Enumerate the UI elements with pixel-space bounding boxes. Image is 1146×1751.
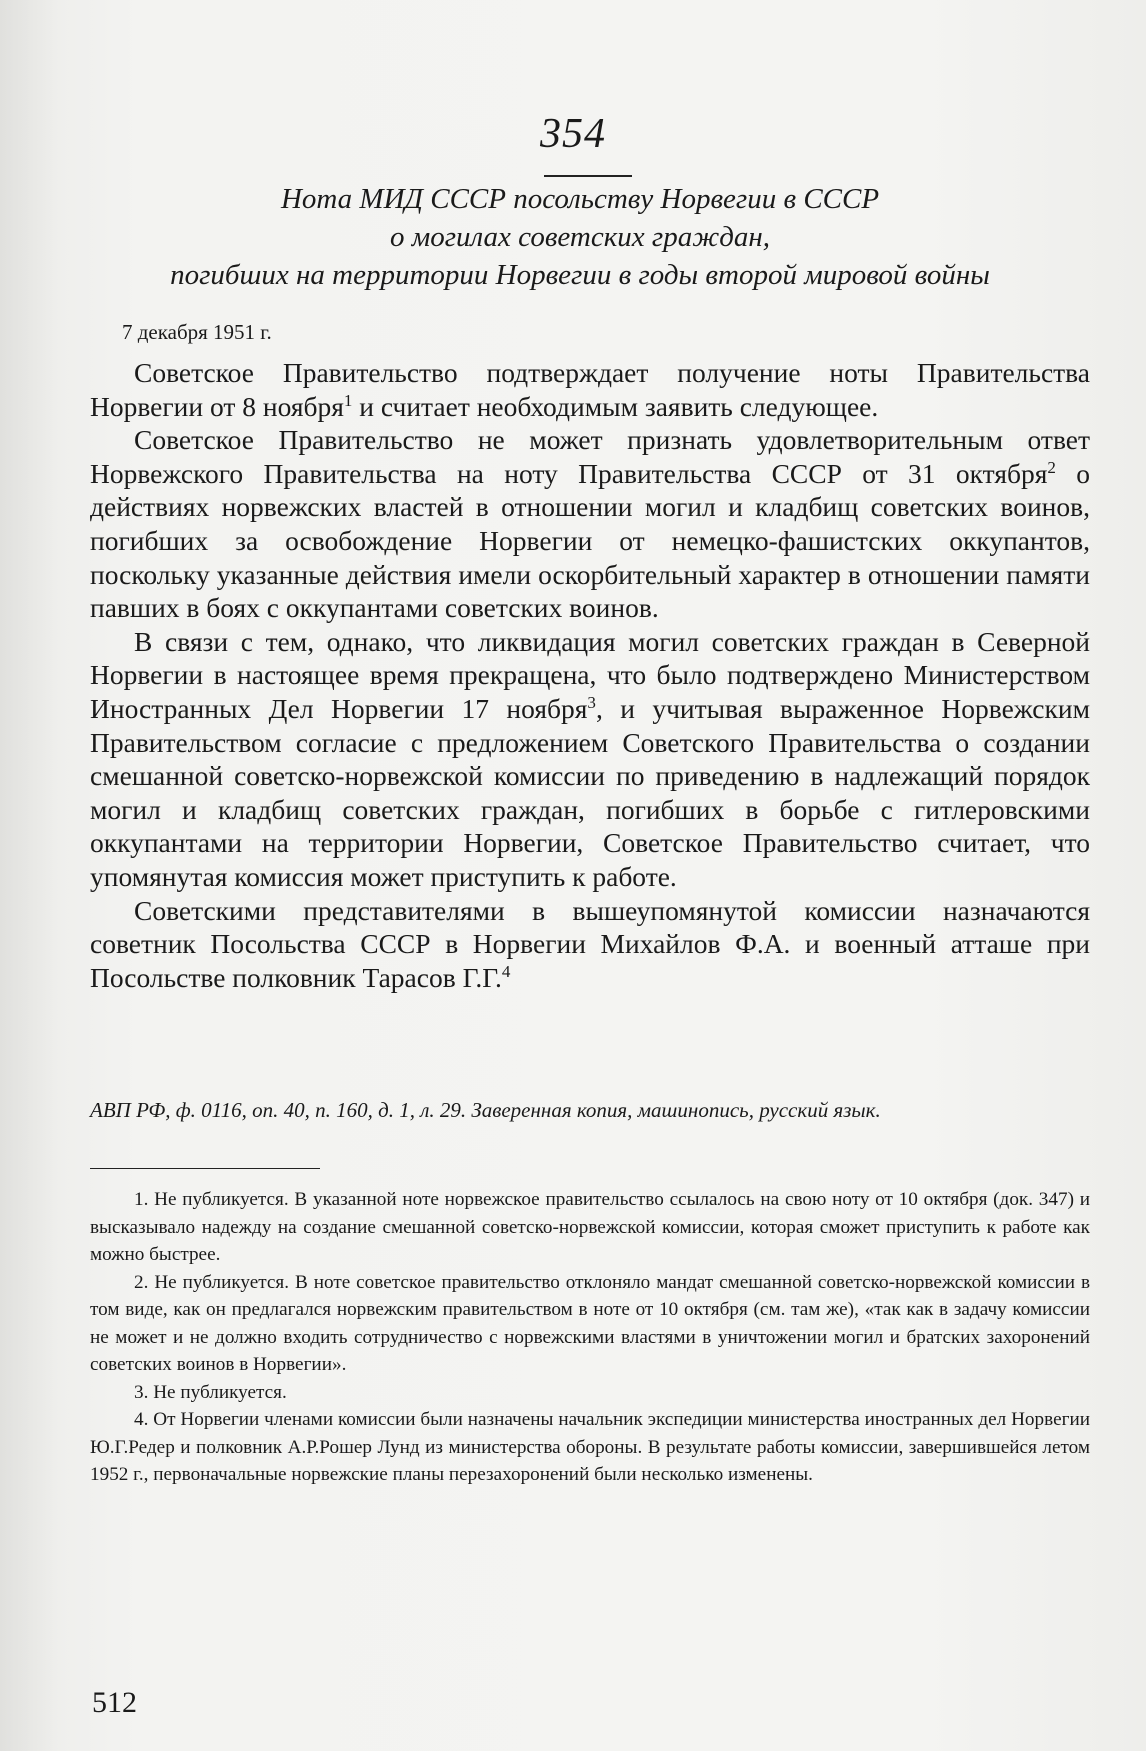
footnote-ref-4: 4: [501, 961, 511, 981]
document-number-underline: [544, 175, 632, 177]
archive-reference: АВП РФ, ф. 0116, оп. 40, п. 160, д. 1, л. 29. Заверенная копия, машинопись, русский язык.: [90, 1098, 881, 1122]
title-line-3: погибших на территории Норвегии в годы второй мировой войны: [170, 259, 990, 291]
footnote-4: 4. От Норвегии членами комиссии были назначены начальник экспедиции министерства иностранных дел Норвегии Ю.Г.Редер и полковник А.Р.Рошер Лунд из министерства обороны. В результате работы комиссии, завершившейся летом 1952 г., первоначальные норвежские планы перезахоронений были несколько изменены.: [90, 1409, 1090, 1485]
paragraph-2: [90, 423, 1090, 625]
footnote-2: 2. Не публикуется. В ноте советское правительство отклоняло мандат смешанной советско-норвежской комиссии в том виде, как он предлагался норвежским правительством в ноте от 10 октября (см. там же), «так как в задачу комиссии не может и не должно входить сотрудничество с норвежскими властями в уничтожении могил и братских захоронений советских воинов в Норвегии».: [90, 1271, 1090, 1375]
page-number: 512: [92, 1686, 137, 1719]
footnote-1: 1. Не публикуется. В указанной ноте норвежское правительство ссылалось на свою ноту от 10 октября (док. 347) и высказывало надежду на создание смешанной советско-норвежской комиссии, которая сможет приступить к работе как можно быстрее.: [90, 1189, 1090, 1265]
document-title: [60, 180, 1100, 294]
title-line-1: Нота МИД СССР посольству Норвегии в СССР: [280, 183, 880, 215]
paragraph-3: [90, 625, 1090, 894]
paragraph-2-text-b: о действиях норвежских властей в отношении могил и кладбищ советских воинов, погибших за освобождение Норвегии от немецко-фашистских оккупантов, поскольку указанные действия имели оскорбительный характер в отношении памяти павших в боях с оккупантами советских воинов.: [90, 457, 1090, 624]
footnote-ref-2: 2: [1047, 457, 1056, 477]
footnote-ref-1: 1: [343, 390, 353, 410]
paragraph-3-text-a: В связи с тем, однако, что ликвидация могил советских граждан в Северной Норвегии в настоящее время прекращена, что было подтверждено Министерством Иностранных Дел Норвегии 17 ноября: [90, 625, 1090, 724]
document-body: [90, 356, 1090, 994]
paragraph-1-text-a: Советское Правительство подтверждает получение ноты Правительства Норвегии от 8 ноября: [90, 357, 1090, 422]
paragraph-1: [90, 356, 1090, 423]
footnote-3: 3. Не публикуется.: [134, 1381, 287, 1403]
footnote-separator: [90, 1168, 320, 1169]
paragraph-3-text-b: , и учитывая выраженное Норвежским Правительством согласие с предложением Советского Правительства о создании смешанной советско-норвежской комиссии по приведению в надлежащий порядок могил и кладбищ советских граждан, погибших в борьбе с гитлеровскими оккупантами на территории Норвегии, Советское Правительство считает, что упомянутая комиссия может приступить к работе.: [90, 692, 1090, 892]
document-date: 7 декабря 1951 г.: [122, 320, 272, 344]
footnote-ref-3: 3: [587, 692, 596, 712]
scan-edge-shadow: [0, 0, 60, 1751]
paragraph-1-text-b: и считает необходимым заявить следующее.: [352, 390, 879, 422]
document-number: 354: [540, 111, 606, 157]
title-line-2: о могилах советских граждан,: [389, 221, 771, 253]
paragraph-4: [90, 894, 1090, 995]
paragraph-4-text-a: Советскими представителями в вышеупомянутой комиссии назначаются советник Посольства СССР в Норвегии Михайлов Ф.А. и военный атташе при Посольстве полковник Тарасов Г.Г.: [90, 894, 1090, 993]
footnotes: [90, 1186, 1090, 1489]
paragraph-2-text-a: Советское Правительство не может признать удовлетворительным ответ Норвежского Правительства на ноту Правительства СССР от 31 октября: [90, 424, 1090, 489]
